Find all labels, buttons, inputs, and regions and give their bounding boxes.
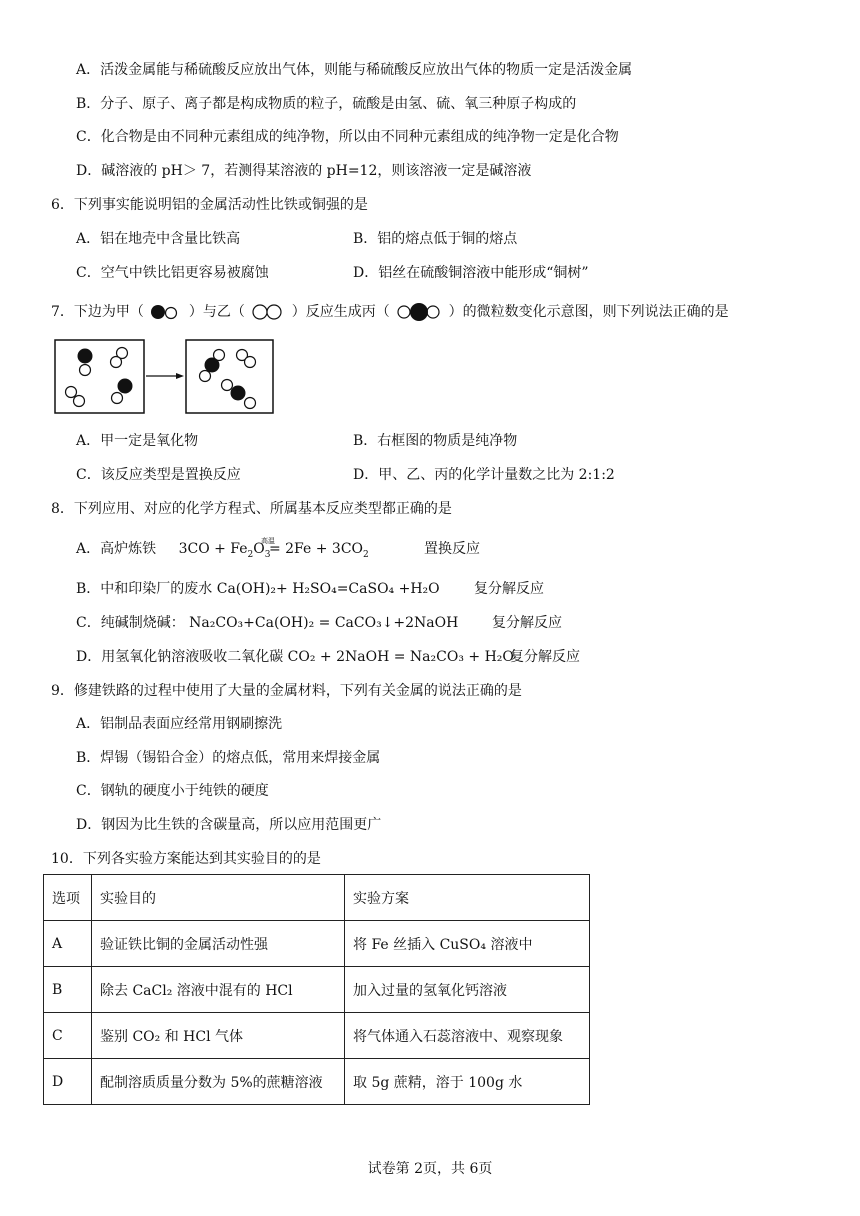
table-cell: D [44,1059,92,1105]
table-row [44,1059,590,1105]
q8-option-c: C．纯碱制烧碱： Na₂CO₃+Ca(OH)₂ = CaCO₃↓+2NaOH 复分解反应 [76,615,562,631]
q6-option-b: B．铝的熔点低于铜的熔点 [353,231,518,247]
table-cell: C [44,1013,92,1059]
q6-option-d: D．铝丝在硫酸铜溶液中能形成“铜树” [353,265,589,281]
table-cell: B [44,967,92,1013]
table-cell: 鉴别 CO₂ 和 HCl 气体 [92,1013,345,1059]
q8-option-a [76,537,480,565]
table-cell: 配制溶质质量分数为 5%的蔗糖溶液 [92,1059,345,1105]
table-cell: 将气体通入石蕊溶液中、观察现象 [345,1013,590,1059]
condition-high-temp: 高温 [260,537,275,545]
table-cell: 将 Fe 丝插入 CuSO₄ 溶液中 [345,921,590,967]
q6-option-c: C．空气中铁比铝更容易被腐蚀 [76,265,269,281]
q8-a-type: 置换反应 [424,541,480,557]
q7-stem-part2: ）与乙（ [188,304,245,320]
header-cell: 选项 [44,875,92,921]
molecule-bing-icon [394,301,444,323]
q9-option-d: D．钢因为比生铁的含碳量高，所以应用范围更广 [76,817,382,833]
page-footer: 试卷第 2页，共 6页 [367,1161,493,1177]
molecule-yi-icon [249,302,287,322]
q7-stem [51,301,729,323]
q8-a-label: A．高炉炼铁 [76,541,157,557]
table-row [44,1013,590,1059]
q6-option-a: A．铝在地壳中含量比铁高 [76,231,241,247]
header-cell: 实验方案 [345,875,590,921]
q9-option-b: B．焊锡（锡铅合金）的熔点低，常用来焊接金属 [76,750,381,766]
q9-option-a: A．铝制品表面应经常用钢刷擦洗 [76,716,283,732]
reaction-diagram [50,338,275,416]
before-box [55,340,144,413]
q7-stem-part4: ）的微粒数变化示意图，则下列说法正确的是 [448,304,729,320]
q8-c-type: 复分解反应 [492,615,562,631]
header-cell: 实验目的 [92,875,345,921]
table-cell: 除去 CaCl₂ 溶液中混有的 HCl [92,967,345,1013]
q7-option-d: D．甲、乙、丙的化学计量数之比为 2:1:2 [353,467,615,483]
table-row [44,967,590,1013]
q8-a-equation: $3CO + Fe_2O_3$ $^{高温}= 2Fe + 3CO_2$ [178,537,369,560]
q10-stem: 10．下列各实验方案能达到其实验目的的是 [51,851,321,867]
q5-option-c: C．化合物是由不同种元素组成的纯净物，所以由不同种元素组成的纯净物一定是化合物 [76,129,619,145]
q7-stem-part1: 7．下边为甲（ [51,304,144,320]
table-cell: 加入过量的氢氧化钙溶液 [345,967,590,1013]
q8-d-type: 复分解反应 [510,649,580,665]
q5-option-a: A．活泼金属能与稀硫酸反应放出气体，则能与稀硫酸反应放出气体的物质一定是活泼金属 [76,62,633,78]
molecule-jia-icon [148,302,184,322]
reaction-arrow-icon [146,373,184,379]
table-header-row [44,875,590,921]
q8-b-type: 复分解反应 [474,581,544,597]
q9-option-c: C．钢轨的硬度小于纯铁的硬度 [76,783,269,799]
table-cell: 取 5g 蔗精，溶于 100g 水 [345,1059,590,1105]
q7-option-b: B．右框图的物质是纯净物 [353,433,518,449]
q8-option-d: D．用氢氧化钠溶液吸收二氧化碳 CO₂ + 2NaOH = Na₂CO₃ + H₂O 复分解反应 [76,649,580,665]
table-cell: 验证铁比铜的金属活动性强 [92,921,345,967]
table-cell: A [44,921,92,967]
q7-option-a: A．甲一定是氧化物 [76,433,199,449]
q7-stem-part3: ）反应生成丙（ [291,304,390,320]
q6-stem: 6．下列事实能说明铝的金属活动性比铁或铜强的是 [51,197,368,213]
table-row [44,921,590,967]
q7-option-c: C．该反应类型是置换反应 [76,467,241,483]
q5-option-b: B．分子、原子、离子都是构成物质的粒子，硫酸是由氢、硫、氧三种原子构成的 [76,96,577,112]
q5-option-d: D．碱溶液的 pH＞ 7，若测得某溶液的 pH=12，则该溶液一定是碱溶液 [76,163,532,179]
q9-stem: 9．修建铁路的过程中使用了大量的金属材料，下列有关金属的说法正确的是 [51,683,522,699]
q10-table [43,874,590,1105]
q8-option-b: B．中和印染厂的废水 Ca(OH)₂+ H₂SO₄=CaSO₄ +H₂O 复分解反应 [76,581,544,597]
q8-stem: 8．下列应用、对应的化学方程式、所属基本反应类型都正确的是 [51,501,452,517]
